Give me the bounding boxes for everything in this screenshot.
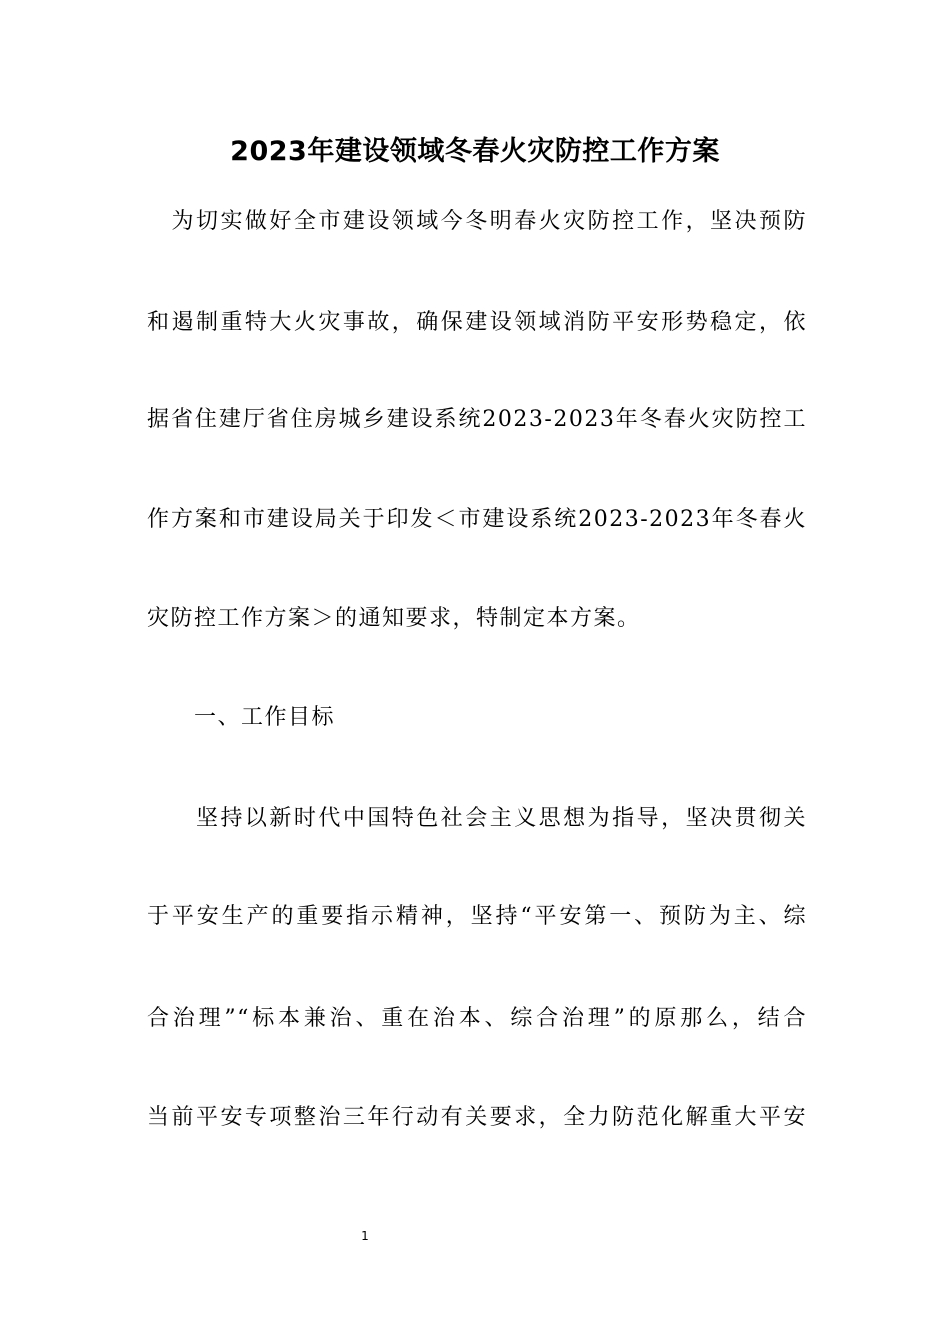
paragraph-line-8: 合治理”“标本兼治、重在治本、综合治理”的原那么，结合	[147, 1006, 807, 1031]
page-number: 1	[361, 1229, 369, 1243]
paragraph-line-5: 灾防控工作方案＞的通知要求，特制定本方案。	[147, 606, 641, 631]
paragraph-line-9: 当前平安专项整治三年行动有关要求，全力防范化解重大平安	[147, 1105, 807, 1130]
paragraph-line-3: 据省住建厅省住房城乡建设系统2023-2023年冬春火灾防控工	[147, 407, 807, 432]
section-heading-work-goal: 一、工作目标	[147, 705, 336, 730]
paragraph-line-2: 和遏制重特大火灾事故，确保建设领域消防平安形势稳定，依	[147, 310, 807, 335]
paragraph-line-7: 于平安生产的重要指示精神，坚持“平安第一、预防为主、综	[147, 904, 807, 929]
paragraph-line-6: 坚持以新时代中国特色社会主义思想为指导，坚决贯彻关	[147, 806, 807, 831]
document-title: 2023年建设领域冬春火灾防控工作方案	[230, 136, 720, 167]
paragraph-line-1: 为切实做好全市建设领域今冬明春火灾防控工作，坚决预防	[147, 209, 807, 234]
paragraph-line-4: 作方案和市建设局关于印发＜市建设系统2023-2023年冬春火	[147, 507, 807, 532]
